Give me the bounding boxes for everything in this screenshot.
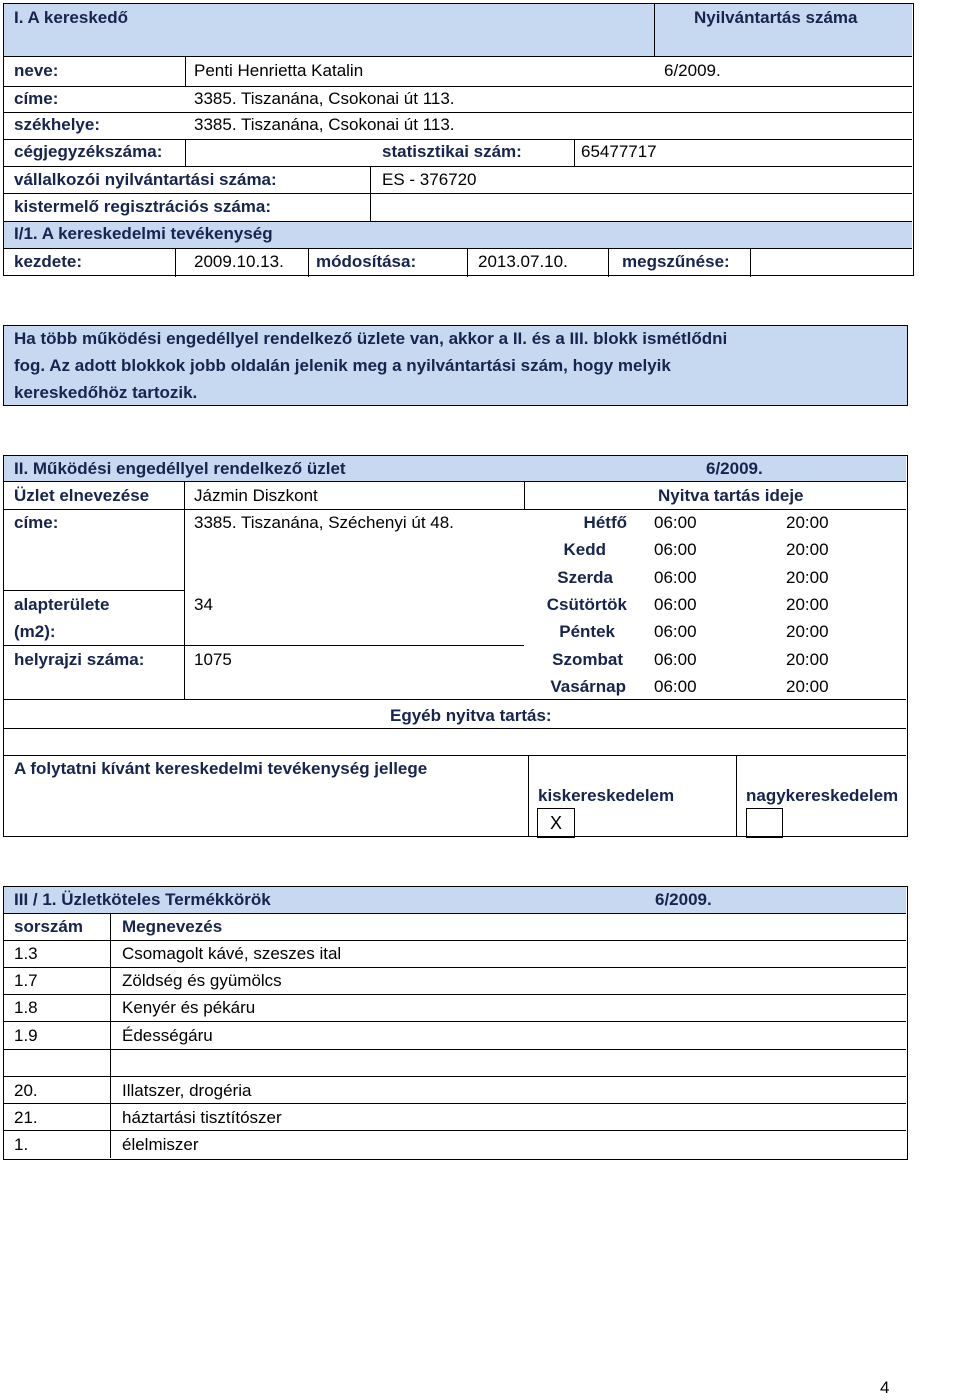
hours-day: Hétfő xyxy=(583,513,627,532)
registration-number-header: Nyilvántartás száma xyxy=(694,8,858,27)
hours-close: 20:00 xyxy=(786,622,829,641)
activity-modified-label: módosítása: xyxy=(316,252,417,271)
hours-open: 06:00 xyxy=(654,622,697,641)
hours-close: 20:00 xyxy=(786,650,829,669)
product-registration-number: 6/2009. xyxy=(655,890,712,909)
product-row-number: 1.7 xyxy=(14,971,38,990)
product-row-name: Csomagolt kávé, szeszes ital xyxy=(122,944,342,963)
shop-name-label: Üzlet elnevezése xyxy=(14,486,150,505)
activity-end-label: megszűnése: xyxy=(622,252,730,271)
trader-registration-number: 6/2009. xyxy=(664,61,721,80)
hours-close: 20:00 xyxy=(786,568,829,587)
product-row-name: Illatszer, drogéria xyxy=(122,1081,252,1100)
wholesale-label: nagykereskedelem xyxy=(746,786,899,805)
hours-open: 06:00 xyxy=(654,650,697,669)
activity-section-title: I/1. A kereskedelmi tevékenység xyxy=(14,224,273,243)
hours-close: 20:00 xyxy=(786,595,829,614)
product-section-title: III / 1. Üzletköteles Termékkörök xyxy=(14,890,271,909)
product-row-number: 20. xyxy=(14,1081,38,1100)
shop-area-label: alapterülete xyxy=(14,595,110,614)
product-row-name: élelmiszer xyxy=(122,1135,199,1154)
shop-area-value: 34 xyxy=(194,595,213,614)
hours-day: Szerda xyxy=(557,568,613,587)
trader-section-title: I. A kereskedő xyxy=(14,8,129,27)
trader-seat-label: székhelye: xyxy=(14,115,100,134)
statistical-number-value: 65477717 xyxy=(581,142,657,161)
page-number: 4 xyxy=(880,1378,890,1397)
product-row-number: 1.9 xyxy=(14,1026,38,1045)
opening-hours-header: Nyitva tartás ideje xyxy=(658,486,804,505)
company-reg-label: cégjegyzékszáma: xyxy=(14,142,163,161)
retail-checkbox[interactable]: X xyxy=(537,808,575,838)
trader-address-value: 3385. Tiszanána, Csokonai út 113. xyxy=(194,89,455,108)
product-row-number: 1.8 xyxy=(14,998,38,1017)
product-row-number: 21. xyxy=(14,1108,38,1127)
hours-open: 06:00 xyxy=(654,540,697,559)
hours-day: Péntek xyxy=(559,622,615,641)
product-row-name: Édességáru xyxy=(122,1026,213,1045)
trader-seat-value: 3385. Tiszanána, Csokonai út 113. xyxy=(194,115,455,134)
shop-address-value: 3385. Tiszanána, Széchenyi út 48. xyxy=(194,513,454,532)
shop-name-value: Jázmin Diszkont xyxy=(194,486,318,505)
activity-start-value: 2009.10.13. xyxy=(194,252,284,271)
product-row-name: Zöldség és gyümölcs xyxy=(122,971,282,990)
column-header-name: Megnevezés xyxy=(122,917,223,936)
trader-name-value: Penti Henrietta Katalin xyxy=(194,61,364,80)
hours-day: Szombat xyxy=(552,650,623,669)
activity-start-label: kezdete: xyxy=(14,252,83,271)
statistical-number-label: statisztikai szám: xyxy=(382,142,522,161)
hours-open: 06:00 xyxy=(654,513,697,532)
product-row-name: háztartási tisztítószer xyxy=(122,1108,282,1127)
hours-close: 20:00 xyxy=(786,677,829,696)
hours-open: 06:00 xyxy=(654,595,697,614)
activity-modified-value: 2013.07.10. xyxy=(478,252,568,271)
product-row-number: 1.3 xyxy=(14,944,38,963)
repeat-note-line-3: kereskedőhöz tartozik. xyxy=(14,383,198,402)
shop-section-title: II. Működési engedéllyel rendelkező üzlet xyxy=(14,459,346,478)
hours-day: Kedd xyxy=(563,540,606,559)
repeat-note-line-2: fog. Az adott blokkok jobb oldalán jelenik meg a nyilvántartási szám, hogy melyik xyxy=(14,356,671,375)
hours-day: Csütörtök xyxy=(546,595,627,614)
column-header-number: sorszám xyxy=(14,917,83,936)
shop-registration-number: 6/2009. xyxy=(706,459,763,478)
smallholder-reg-label: kistermelő regisztrációs száma: xyxy=(14,197,272,216)
hours-close: 20:00 xyxy=(786,540,829,559)
hours-open: 06:00 xyxy=(654,568,697,587)
activity-type-label: A folytatni kívánt kereskedelmi tevékenység jellege xyxy=(14,759,428,778)
entrepreneur-reg-value: ES - 376720 xyxy=(382,170,477,189)
product-row-number: 1. xyxy=(14,1135,29,1154)
trader-name-label: neve: xyxy=(14,61,59,80)
entrepreneur-reg-label: vállalkozói nyilvántartási száma: xyxy=(14,170,277,189)
trader-address-label: címe: xyxy=(14,89,59,108)
shop-area-unit-label: (m2): xyxy=(14,622,56,641)
repeat-note-line-1: Ha több működési engedéllyel rendelkező üzlete van, akkor a II. és a III. blokk ismétlődni xyxy=(14,329,728,348)
shop-parcel-label: helyrajzi száma: xyxy=(14,650,145,669)
shop-address-label: címe: xyxy=(14,513,59,532)
retail-label: kiskereskedelem xyxy=(538,786,675,805)
wholesale-checkbox[interactable] xyxy=(746,808,783,838)
hours-close: 20:00 xyxy=(786,513,829,532)
hours-day: Vasárnap xyxy=(550,677,626,696)
shop-parcel-value: 1075 xyxy=(194,650,232,669)
hours-open: 06:00 xyxy=(654,677,697,696)
product-row-name: Kenyér és pékáru xyxy=(122,998,256,1017)
other-hours-label: Egyéb nyitva tartás: xyxy=(390,706,552,725)
